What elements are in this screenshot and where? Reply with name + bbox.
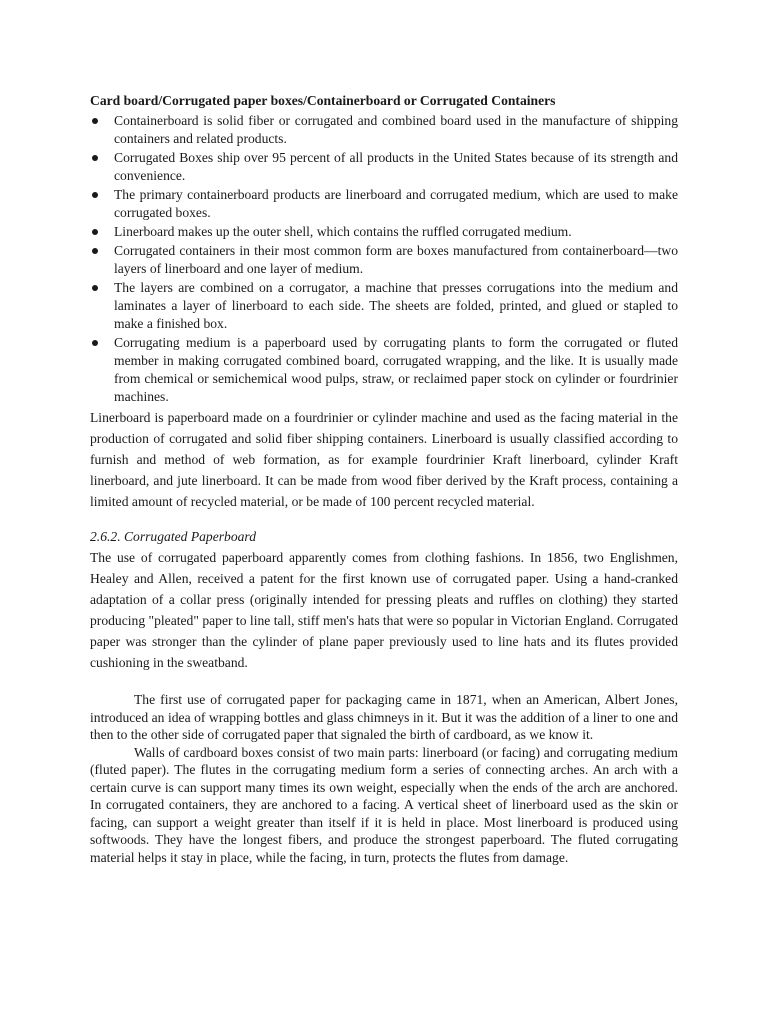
bullet-dot-icon	[92, 118, 98, 124]
bullet-text: The layers are combined on a corrugator, a machine that presses corrugations into the medium and laminates a layer of linerboard to each side. The sheets are folded, printed, and glued or stapled to make a finished box.	[114, 280, 678, 331]
bullet-item	[90, 242, 678, 278]
bullet-dot-icon	[92, 155, 98, 161]
bullet-dot-icon	[92, 192, 98, 198]
bullet-text: Corrugated containers in their most common form are boxes manufactured from containerboard—two layers of linerboard and one layer of medium.	[114, 243, 678, 276]
bullet-item	[90, 223, 678, 241]
bullet-dot-icon	[92, 340, 98, 346]
bullet-text: The primary containerboard products are linerboard and corrugated medium, which are used to make corrugated boxes.	[114, 187, 678, 220]
bullet-dot-icon	[92, 285, 98, 291]
document-body	[90, 92, 678, 866]
bullet-item	[90, 186, 678, 222]
bullet-item	[90, 149, 678, 185]
first-use-paragraph: The first use of corrugated paper for packaging came in 1871, when an American, Albert Jones, introduced an idea of wrapping bottles and glass chimneys in it. But it was the addition of a liner to one and then to the other side of corrugated paper that signaled the birth of cardboard, as we know it.	[90, 692, 678, 742]
bullet-list	[90, 112, 678, 406]
walls-paragraph: Walls of cardboard boxes consist of two main parts: linerboard (or facing) and corrugating medium (fluted paper). The flutes in the corrugating medium form a series of connecting arches. An arch with a certain curve is can support many times its own weight, especially when the ends of the arch are anchored. In corrugated containers, they are anchored to a facing. A vertical sheet of linerboard used as the skin or facing, can support a weight greater than itself if it is held in place. Most linerboard is produced using softwoods. They have the longest fibers, and produce the strongest paperboard. The fluted corrugating material helps it stay in place, while the facing, in turn, protects the flutes from damage.	[90, 744, 678, 865]
section-paragraph: The use of corrugated paperboard apparently comes from clothing fashions. In 1856, two Englishmen, Healey and Allen, received a patent for the first known use of corrugated paper. Using a hand-cranked adaptation of a collar press (originally intended for pressing pleats and ruffles on clothing) they started producing "pleated" paper to line tall, stiff men's hats that were so popular in Victorian England. Corrugated paper was stronger than the cylinder of plane paper previously used to line hats and its flutes provided cushioning in the sweatband.	[90, 550, 678, 670]
document-title: Card board/Corrugated paper boxes/Containerboard or Corrugated Containers	[90, 93, 556, 108]
section-heading: 2.6.2. Corrugated Paperboard	[90, 529, 257, 544]
bullet-item	[90, 112, 678, 148]
bullet-text: Corrugated Boxes ship over 95 percent of all products in the United States because of its strength and convenience.	[114, 150, 678, 183]
bullet-item	[90, 279, 678, 333]
bullet-text: Corrugating medium is a paperboard used by corrugating plants to form the corrugated or fluted member in making corrugated combined board, corrugated wrapping, and the like. It is usually made from chemical or semichemical wood pulps, straw, or reclaimed paper stock on cylinder or fourdrinier machines.	[114, 335, 678, 404]
bullet-dot-icon	[92, 248, 98, 254]
paragraph-gap	[90, 673, 678, 691]
bullet-dot-icon	[92, 229, 98, 235]
bullet-text: Containerboard is solid fiber or corrugated and combined board used in the manufacture of shipping containers and related products.	[114, 113, 678, 146]
linerboard-paragraph: Linerboard is paperboard made on a fourdrinier or cylinder machine and used as the facing material in the production of corrugated and solid fiber shipping containers. Linerboard is usually classified according to furnish and method of web formation, as for example fourdrinier Kraft linerboard, cylinder Kraft linerboard, and jute linerboard. It can be made from wood fiber derived by the Kraft process, containing a limited amount of recycled material, or be made of 100 percent recycled material.	[90, 410, 678, 509]
bullet-item	[90, 334, 678, 406]
bullet-text: Linerboard makes up the outer shell, which contains the ruffled corrugated medium.	[114, 224, 572, 239]
